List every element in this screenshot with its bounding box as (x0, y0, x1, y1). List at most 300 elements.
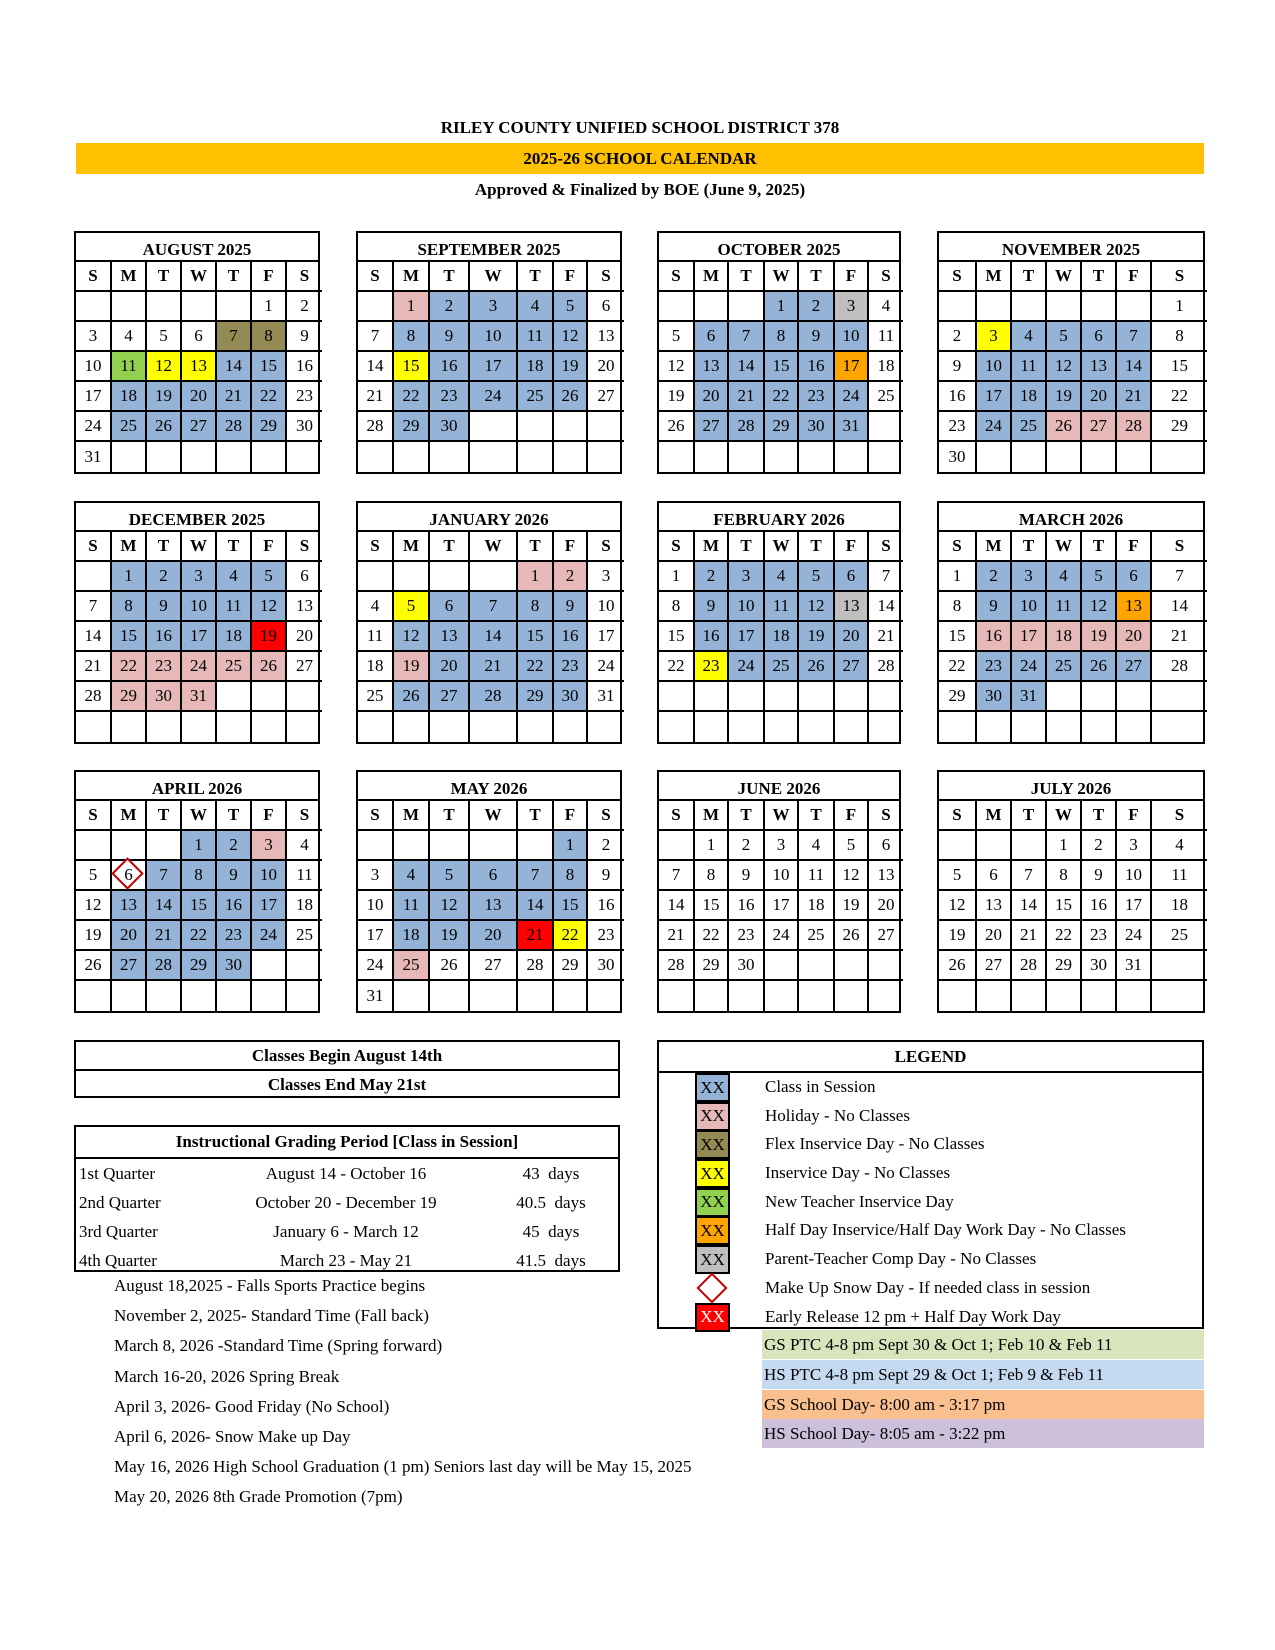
day-number: 19 (807, 626, 825, 645)
day-cell (394, 682, 430, 712)
empty-cell (430, 981, 470, 1011)
day-cell (147, 562, 182, 592)
day-number: 14 (155, 895, 172, 914)
day-cell (869, 861, 903, 891)
day-cell (765, 652, 799, 682)
day-cell (358, 891, 394, 921)
empty-cell (1117, 682, 1152, 712)
day-cell (939, 352, 977, 382)
empty-cell (765, 682, 799, 712)
day-number: 11 (225, 596, 242, 615)
day-number: 14 (366, 356, 384, 375)
day-cell (112, 951, 147, 981)
weekday-header: T (217, 262, 252, 292)
day-cell (977, 382, 1012, 412)
day-cell (1152, 622, 1207, 652)
day-number: 4 (1024, 326, 1033, 345)
day-cell (112, 382, 147, 412)
day-cell (939, 382, 977, 412)
day-cell (1152, 322, 1207, 352)
day-cell (217, 861, 252, 891)
note-item: March 8, 2026 -Standard Time (Spring forward) (114, 1336, 443, 1356)
weekday-header: M (977, 801, 1012, 831)
day-cell (835, 652, 869, 682)
legend-title: LEGEND (659, 1042, 1202, 1073)
month-title: MAY 2026 (358, 772, 620, 801)
day-cell (470, 322, 518, 352)
day-cell (430, 622, 470, 652)
month-november-2025 (937, 231, 1205, 474)
day-number: 23 (225, 925, 242, 944)
day-cell (217, 562, 252, 592)
weekday-header: S (76, 262, 112, 292)
day-number: 10 (597, 596, 615, 615)
day-cell (939, 622, 977, 652)
day-number: 15 (190, 895, 207, 914)
day-cell (729, 592, 765, 622)
note-item: May 16, 2026 High School Graduation (1 pm) Seniors last day will be May 15, 2025 (114, 1457, 692, 1477)
day-number: 20 (440, 656, 458, 675)
day-number: 21 (737, 386, 755, 405)
weekday-header: T (147, 801, 182, 831)
day-cell (729, 951, 765, 981)
day-number: 25 (526, 386, 544, 405)
day-cell (554, 682, 588, 712)
day-number: 8 (1175, 326, 1184, 345)
day-cell (588, 382, 624, 412)
empty-cell (729, 712, 765, 742)
month-grid (76, 532, 318, 742)
day-number: 9 (601, 865, 611, 884)
day-cell (76, 382, 112, 412)
day-number: 17 (985, 386, 1002, 405)
day-cell (358, 921, 394, 951)
day-cell (470, 921, 518, 951)
day-cell (588, 592, 624, 622)
day-cell (695, 861, 729, 891)
day-cell (729, 652, 765, 682)
day-cell (252, 891, 287, 921)
day-number: 6 (989, 865, 998, 884)
day-number: 29 (120, 686, 137, 705)
day-number: 2 (229, 835, 238, 854)
day-number: 13 (877, 865, 895, 884)
empty-cell (659, 712, 695, 742)
day-number: 15 (1171, 356, 1188, 375)
day-number: 15 (120, 626, 137, 645)
day-number: 10 (484, 326, 502, 345)
day-number: 28 (526, 955, 544, 974)
day-number: 11 (526, 326, 544, 345)
day-cell (518, 292, 554, 322)
day-number: 3 (846, 296, 856, 315)
day-number: 10 (84, 356, 102, 375)
weekday-header: W (182, 532, 217, 562)
day-cell (765, 292, 799, 322)
month-title: DECEMBER 2025 (76, 503, 318, 532)
day-number: 19 (84, 925, 102, 944)
empty-cell (470, 831, 518, 861)
day-number: 4 (1059, 566, 1068, 585)
day-number: 29 (948, 686, 966, 705)
weekday-header: F (252, 262, 287, 292)
month-grid (659, 801, 899, 1011)
day-cell (1012, 322, 1047, 352)
day-number: 13 (484, 895, 502, 914)
day-cell (394, 951, 430, 981)
day-number: 9 (741, 865, 751, 884)
day-number: 27 (985, 955, 1002, 974)
weekday-header: T (799, 262, 835, 292)
day-number: 24 (772, 925, 790, 944)
day-cell (659, 921, 695, 951)
day-cell (1012, 682, 1047, 712)
day-number: 10 (842, 326, 860, 345)
day-cell (217, 951, 252, 981)
weekday-header: F (554, 262, 588, 292)
day-cell (518, 592, 554, 622)
day-cell (695, 352, 729, 382)
day-number: 3 (776, 835, 786, 854)
day-number: 7 (88, 596, 98, 615)
day-number: 15 (948, 626, 966, 645)
day-number: 12 (155, 356, 172, 375)
day-cell (76, 442, 112, 472)
empty-cell (835, 442, 869, 472)
day-cell (554, 592, 588, 622)
empty-cell (252, 682, 287, 712)
day-cell (554, 891, 588, 921)
day-cell (1047, 352, 1082, 382)
day-cell (518, 861, 554, 891)
empty-cell (394, 712, 430, 742)
month-grid (939, 262, 1203, 472)
hs-school-day-band: HS School Day- 8:05 am - 3:22 pm (762, 1419, 1204, 1448)
day-number: 16 (440, 356, 458, 375)
legend-box (657, 1040, 1204, 1329)
empty-cell (394, 981, 430, 1011)
day-cell (1047, 622, 1082, 652)
day-cell (1047, 831, 1082, 861)
day-number: 27 (702, 416, 720, 435)
month-july-2026 (937, 770, 1205, 1013)
day-cell (869, 352, 903, 382)
weekday-header: S (358, 262, 394, 292)
month-grid (358, 262, 620, 472)
day-number: 29 (402, 416, 420, 435)
day-number: 11 (402, 895, 420, 914)
empty-cell (1047, 292, 1082, 322)
month-grid (76, 801, 318, 1011)
weekday-header: S (588, 801, 624, 831)
day-number: 26 (440, 955, 458, 974)
empty-cell (554, 712, 588, 742)
legend-item (659, 1303, 1202, 1332)
empty-cell (76, 292, 112, 322)
day-cell (588, 352, 624, 382)
day-cell (287, 382, 322, 412)
day-number: 1 (406, 296, 416, 315)
empty-cell (1082, 292, 1117, 322)
day-cell (1082, 831, 1117, 861)
day-cell (112, 891, 147, 921)
weekday-header: S (588, 262, 624, 292)
day-number: 30 (807, 416, 825, 435)
day-number: 14 (1125, 356, 1142, 375)
day-number: 28 (877, 656, 895, 675)
day-number: 21 (484, 656, 502, 675)
day-number: 31 (366, 986, 384, 1005)
day-number: 24 (1125, 925, 1142, 944)
day-cell (518, 891, 554, 921)
day-cell (1082, 382, 1117, 412)
empty-cell (1117, 292, 1152, 322)
day-number: 8 (264, 326, 273, 345)
day-number: 20 (842, 626, 860, 645)
day-number: 22 (526, 656, 544, 675)
weekday-header: S (869, 532, 903, 562)
day-number: 13 (120, 895, 137, 914)
day-cell (588, 682, 624, 712)
day-cell (554, 622, 588, 652)
day-cell (869, 562, 903, 592)
day-cell (217, 592, 252, 622)
day-number: 22 (402, 386, 420, 405)
day-number: 27 (120, 955, 137, 974)
day-cell (518, 322, 554, 352)
day-number: 23 (296, 386, 313, 405)
empty-cell (76, 831, 112, 861)
weekday-header: W (182, 801, 217, 831)
day-cell (835, 562, 869, 592)
day-number: 21 (366, 386, 384, 405)
day-cell (518, 951, 554, 981)
empty-cell (394, 831, 430, 861)
day-cell (287, 861, 322, 891)
empty-cell (112, 292, 147, 322)
day-number: 14 (484, 626, 502, 645)
day-cell (76, 861, 112, 891)
day-number: 4 (881, 296, 891, 315)
day-number: 18 (1020, 386, 1037, 405)
day-number: 24 (484, 386, 502, 405)
day-number: 10 (1020, 596, 1037, 615)
day-number: 21 (155, 925, 172, 944)
day-cell (147, 412, 182, 442)
day-cell (1047, 382, 1082, 412)
day-number: 7 (881, 566, 891, 585)
weekday-header: M (977, 262, 1012, 292)
day-number: 4 (811, 835, 821, 854)
day-cell (430, 382, 470, 412)
day-cell (588, 652, 624, 682)
day-number: 3 (194, 566, 203, 585)
day-cell (287, 891, 322, 921)
weekday-header: F (554, 532, 588, 562)
day-number: 31 (1125, 955, 1142, 974)
day-cell (1117, 861, 1152, 891)
day-cell (182, 352, 217, 382)
day-number: 1 (952, 566, 962, 585)
day-cell (1012, 652, 1047, 682)
day-number: 16 (225, 895, 242, 914)
grading-days: 40.5 days (516, 1193, 586, 1212)
day-number: 4 (776, 566, 786, 585)
day-cell (659, 352, 695, 382)
legend-label: Holiday - No Classes (765, 1105, 910, 1125)
day-cell (470, 622, 518, 652)
day-number: 5 (671, 326, 681, 345)
day-number: 24 (84, 416, 102, 435)
day-cell (869, 891, 903, 921)
day-cell (799, 921, 835, 951)
month-august-2025 (74, 231, 320, 474)
day-cell (76, 352, 112, 382)
weekday-header: S (1152, 262, 1207, 292)
day-cell (835, 861, 869, 891)
comp-day-swatch: XX (695, 1245, 730, 1274)
weekday-header: S (939, 801, 977, 831)
month-grid (358, 801, 620, 1011)
day-cell (939, 442, 977, 472)
day-cell (430, 921, 470, 951)
day-number: 8 (124, 596, 133, 615)
day-cell (729, 921, 765, 951)
day-number: 15 (260, 356, 277, 375)
day-cell (470, 292, 518, 322)
month-title: OCTOBER 2025 (659, 233, 899, 262)
day-cell (76, 682, 112, 712)
day-number: 18 (526, 356, 544, 375)
weekday-header: M (394, 262, 430, 292)
day-cell (470, 951, 518, 981)
empty-cell (1082, 682, 1117, 712)
empty-cell (470, 442, 518, 472)
legend-label: Early Release 12 pm + Half Day Work Day (765, 1306, 1061, 1326)
day-cell (554, 921, 588, 951)
empty-cell (939, 712, 977, 742)
day-number: 16 (597, 895, 615, 914)
day-number: 6 (881, 835, 891, 854)
day-cell (939, 921, 977, 951)
day-cell (659, 652, 695, 682)
empty-cell (588, 981, 624, 1011)
day-cell (252, 861, 287, 891)
day-cell (518, 652, 554, 682)
legend-label: Class in Session (765, 1077, 876, 1096)
weekday-header: M (112, 801, 147, 831)
empty-cell (765, 981, 799, 1011)
weekday-header: S (939, 532, 977, 562)
day-number: 3 (370, 865, 380, 884)
day-cell (112, 322, 147, 352)
month-grid (659, 532, 899, 742)
empty-cell (659, 981, 695, 1011)
empty-cell (182, 712, 217, 742)
day-cell (217, 352, 252, 382)
legend-item (659, 1073, 1202, 1102)
weekday-header: W (765, 532, 799, 562)
day-cell (765, 412, 799, 442)
day-cell (554, 292, 588, 322)
empty-cell (470, 412, 518, 442)
day-number: 9 (444, 326, 454, 345)
empty-cell (588, 442, 624, 472)
empty-cell (588, 412, 624, 442)
day-cell (1012, 921, 1047, 951)
empty-cell (1117, 712, 1152, 742)
day-cell (217, 412, 252, 442)
day-cell (394, 652, 430, 682)
day-number: 16 (155, 626, 172, 645)
day-cell (554, 322, 588, 352)
day-number: 27 (842, 656, 860, 675)
day-number: 31 (84, 447, 102, 466)
weekday-header: M (695, 532, 729, 562)
classes-end: Classes End May 21st (267, 1075, 427, 1094)
day-number: 7 (229, 326, 238, 345)
day-number: 12 (1055, 356, 1072, 375)
day-cell (939, 682, 977, 712)
day-cell (1117, 951, 1152, 981)
weekday-header: W (765, 801, 799, 831)
day-cell (1082, 562, 1117, 592)
day-cell (1082, 412, 1117, 442)
day-number: 26 (402, 686, 420, 705)
empty-cell (554, 981, 588, 1011)
day-number: 22 (561, 925, 579, 944)
day-number: 18 (1171, 895, 1188, 914)
class-dates-box (74, 1040, 620, 1098)
day-cell (394, 382, 430, 412)
day-cell (659, 622, 695, 652)
weekday-header: M (112, 532, 147, 562)
weekday-header: T (430, 532, 470, 562)
month-title: JULY 2026 (939, 772, 1203, 801)
day-number: 26 (948, 955, 966, 974)
day-number: 27 (877, 925, 895, 944)
empty-cell (394, 442, 430, 472)
day-number: 4 (300, 835, 309, 854)
day-number: 23 (807, 386, 825, 405)
grading-row (76, 1246, 618, 1275)
day-number: 21 (225, 386, 242, 405)
weekday-header: F (1117, 532, 1152, 562)
weekday-header: S (76, 532, 112, 562)
day-number: 20 (1090, 386, 1107, 405)
day-cell (799, 652, 835, 682)
weekday-header: T (217, 532, 252, 562)
day-number: 14 (877, 596, 895, 615)
weekday-header: S (588, 532, 624, 562)
day-number: 27 (1125, 656, 1142, 675)
day-number: 28 (155, 955, 172, 974)
day-number: 16 (985, 626, 1002, 645)
empty-cell (430, 442, 470, 472)
empty-cell (659, 292, 695, 322)
day-cell (869, 592, 903, 622)
weekday-header: T (518, 262, 554, 292)
day-number: 12 (260, 596, 277, 615)
day-cell (394, 412, 430, 442)
day-cell (1047, 322, 1082, 352)
day-number: 15 (526, 626, 544, 645)
day-cell (799, 622, 835, 652)
day-cell (1012, 891, 1047, 921)
month-title: JANUARY 2026 (358, 503, 620, 532)
day-cell (729, 352, 765, 382)
day-number: 20 (296, 626, 313, 645)
